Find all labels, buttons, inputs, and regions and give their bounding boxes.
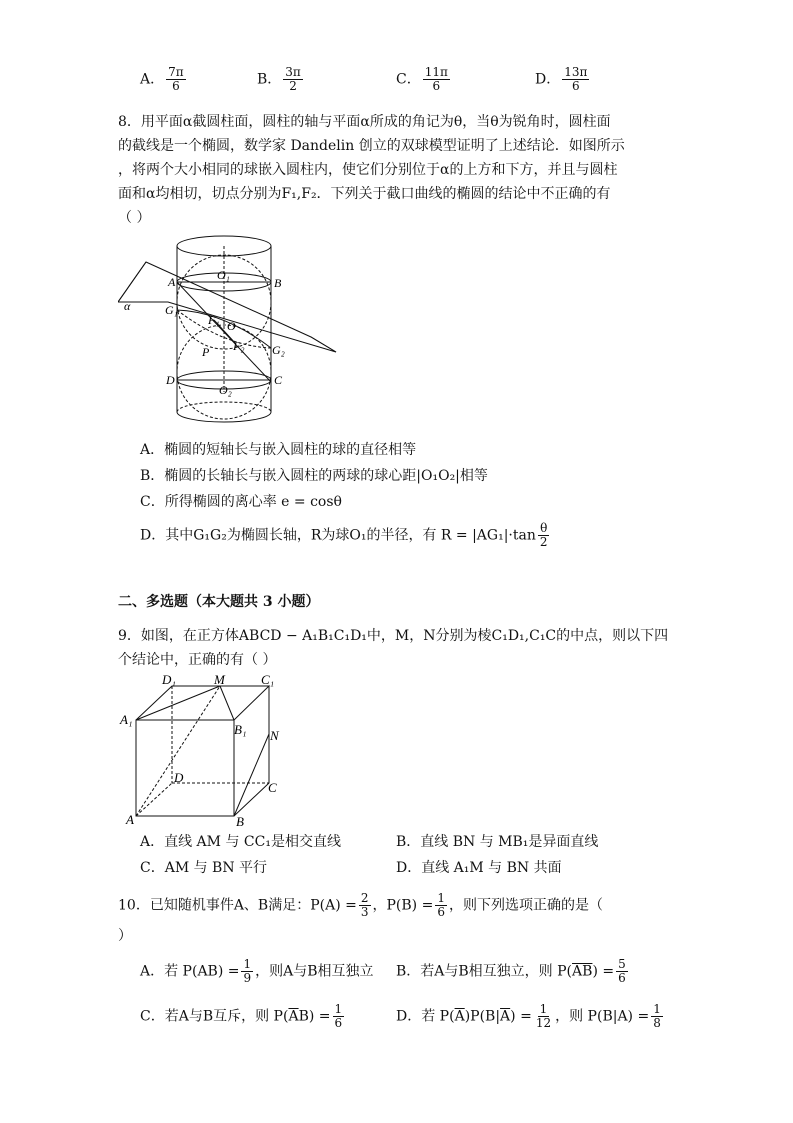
section-heading: 二、多选题（本大题共 3 小题） xyxy=(118,594,320,610)
stem-text: ，P(B) = xyxy=(372,897,434,914)
label-g2: G₂ xyxy=(272,343,285,357)
q9-line-2: 个结论中，正确的有（ ） xyxy=(118,652,277,668)
complement-event: $\overline{AB}$ xyxy=(572,963,593,980)
q9-option-b: B．直线 BN 与 MB₁是异面直线 xyxy=(396,834,599,850)
denominator: 2 xyxy=(539,535,548,549)
fraction xyxy=(562,66,589,93)
label-a: A xyxy=(126,812,134,827)
label-p: P xyxy=(202,345,210,359)
denominator: 2 xyxy=(289,79,297,93)
option-text: ) = xyxy=(592,963,615,980)
fraction-pa xyxy=(359,892,371,919)
label-c: C xyxy=(268,780,277,795)
denominator: 9 xyxy=(243,971,252,985)
numerator: 1 xyxy=(334,1002,343,1016)
label-b1: B₁ xyxy=(234,722,247,737)
q8-line-4: 面和α均相切，切点分别为F₁,F₂．下列关于截口曲线的椭圆的结论中不正确的有 xyxy=(118,186,611,202)
q9-line-1: 9．如图，在正方体ABCD − A₁B₁C₁D₁中，M，N分别为棱C₁D₁,C₁C的中点，则以下四 xyxy=(118,628,669,644)
complement-event: $\overline{A}$ xyxy=(288,1008,299,1025)
denominator: 6 xyxy=(618,971,626,985)
event: B xyxy=(298,1008,309,1025)
q7-option-b xyxy=(257,66,305,93)
denominator: 3 xyxy=(360,905,369,919)
fraction xyxy=(241,958,253,985)
label-b: B xyxy=(236,814,244,827)
label-o2: O₂ xyxy=(219,383,232,397)
q9-option-c: C．AM 与 BN 平行 xyxy=(140,860,268,876)
q10-line-1 xyxy=(118,892,603,919)
numerator: 13π xyxy=(564,65,588,79)
option-text: ，则 P(B|A) = xyxy=(555,1008,650,1025)
q8-line-3: ，将两个大小相同的球嵌入圆柱内，使它们分别位于α的上方和下方，并且与圆柱 xyxy=(118,162,618,178)
label-b: B xyxy=(274,276,282,290)
denominator: 6 xyxy=(437,905,445,919)
dandelin-spheres-figure xyxy=(118,232,348,432)
numerator: 7π xyxy=(168,65,184,79)
q8-option-a: A．椭圆的短轴长与嵌入圆柱的球的直径相等 xyxy=(140,442,417,458)
numerator: θ xyxy=(540,521,548,535)
option-text: )P(B| xyxy=(464,1008,501,1025)
numerator: 5 xyxy=(618,957,626,971)
numerator: 1 xyxy=(243,957,252,971)
q8-answer-paren: （ ） xyxy=(118,210,151,226)
denominator: 6 xyxy=(432,79,441,93)
label-o: O xyxy=(227,319,236,333)
fraction-pb xyxy=(435,892,447,919)
fraction xyxy=(166,66,186,93)
label-alpha: α xyxy=(124,299,131,313)
option-letter: C． xyxy=(396,71,421,88)
q8-option-c: C．所得椭圆的离心率 e = cosθ xyxy=(140,494,342,510)
denominator: 6 xyxy=(571,79,580,93)
label-d: D xyxy=(174,770,184,785)
option-text: C．若A与B互斥，则 P( xyxy=(140,1008,289,1025)
label-n: N xyxy=(270,728,279,743)
label-m: M xyxy=(214,672,225,687)
option-letter: A． xyxy=(140,71,165,88)
q7-option-a xyxy=(140,66,188,93)
fraction xyxy=(333,1003,345,1030)
fraction xyxy=(283,66,303,93)
option-text: A．若 P(AB) = xyxy=(140,963,240,980)
numerator: 11π xyxy=(424,65,448,79)
option-text: ，则A与B相互独立 xyxy=(255,963,374,980)
label-a1: A₁ xyxy=(120,712,133,727)
label-f2: F₂ xyxy=(233,339,245,353)
q8-option-d xyxy=(140,522,552,549)
label-f1: F₁ xyxy=(208,313,220,327)
option-text: D．其中G₁G₂为椭圆长轴，R为球O₁的半径，有 R = |AG₁|·tan xyxy=(140,527,536,544)
fraction xyxy=(651,1003,663,1030)
q10-option-d xyxy=(396,1003,665,1030)
fraction xyxy=(423,66,450,93)
numerator: 1 xyxy=(653,1002,661,1016)
numerator: 1 xyxy=(437,891,445,905)
option-text: ) = xyxy=(510,1008,532,1025)
q9-option-a: A．直线 AM 与 CC₁是相交直线 xyxy=(140,834,341,850)
option-letter: D． xyxy=(535,71,561,88)
denominator: 6 xyxy=(172,79,180,93)
numerator: 1 xyxy=(539,1002,548,1016)
option-text: ) = xyxy=(308,1008,331,1025)
complement-event: $\overline{A}$ xyxy=(454,1008,465,1025)
label-c1: C₁ xyxy=(261,672,275,687)
complement-event: $\overline{A}$ xyxy=(500,1008,511,1025)
denominator: 6 xyxy=(334,1016,343,1030)
numerator: 2 xyxy=(360,891,369,905)
fraction xyxy=(538,522,550,549)
label-c: C xyxy=(274,373,283,387)
q9-option-d: D．直线 A₁M 与 BN 共面 xyxy=(396,860,562,876)
stem-text: ，则下列选项正确的是（ xyxy=(448,897,603,914)
denominator: 8 xyxy=(653,1016,661,1030)
option-text: D．若 P( xyxy=(396,1008,455,1025)
label-g1: G₁ xyxy=(165,303,178,317)
q10-option-c xyxy=(140,1003,346,1030)
fraction xyxy=(534,1003,553,1030)
q8-line-2: 的截线是一个椭圆，数学家 Dandelin 创立的双球模型证明了上述结论．如图所示 xyxy=(118,138,625,154)
q10-line-2: ） xyxy=(118,928,132,944)
fraction xyxy=(616,958,628,985)
q8-option-b: B．椭圆的长轴长与嵌入圆柱的两球的球心距|O₁O₂|相等 xyxy=(140,468,488,484)
cube-figure xyxy=(118,672,293,827)
label-o1: O₁ xyxy=(217,268,230,282)
option-letter: B． xyxy=(257,71,282,88)
label-a: A xyxy=(168,275,176,289)
q7-option-d xyxy=(535,66,591,93)
label-d: D xyxy=(166,373,175,387)
stem-text: 10．已知随机事件A、B满足：P(A) = xyxy=(118,897,357,914)
option-text: B．若A与B相互独立，则 P( xyxy=(396,963,573,980)
numerator: 3π xyxy=(285,65,301,79)
denominator: 12 xyxy=(535,1016,552,1030)
q8-line-1: 8．用平面α截圆柱面，圆柱的轴与平面α所成的角记为θ，当θ为锐角时，圆柱面 xyxy=(118,114,611,130)
q10-option-a xyxy=(140,958,374,985)
label-d1: D₁ xyxy=(162,672,176,687)
q10-option-b xyxy=(396,958,630,985)
q7-option-c xyxy=(396,66,452,93)
